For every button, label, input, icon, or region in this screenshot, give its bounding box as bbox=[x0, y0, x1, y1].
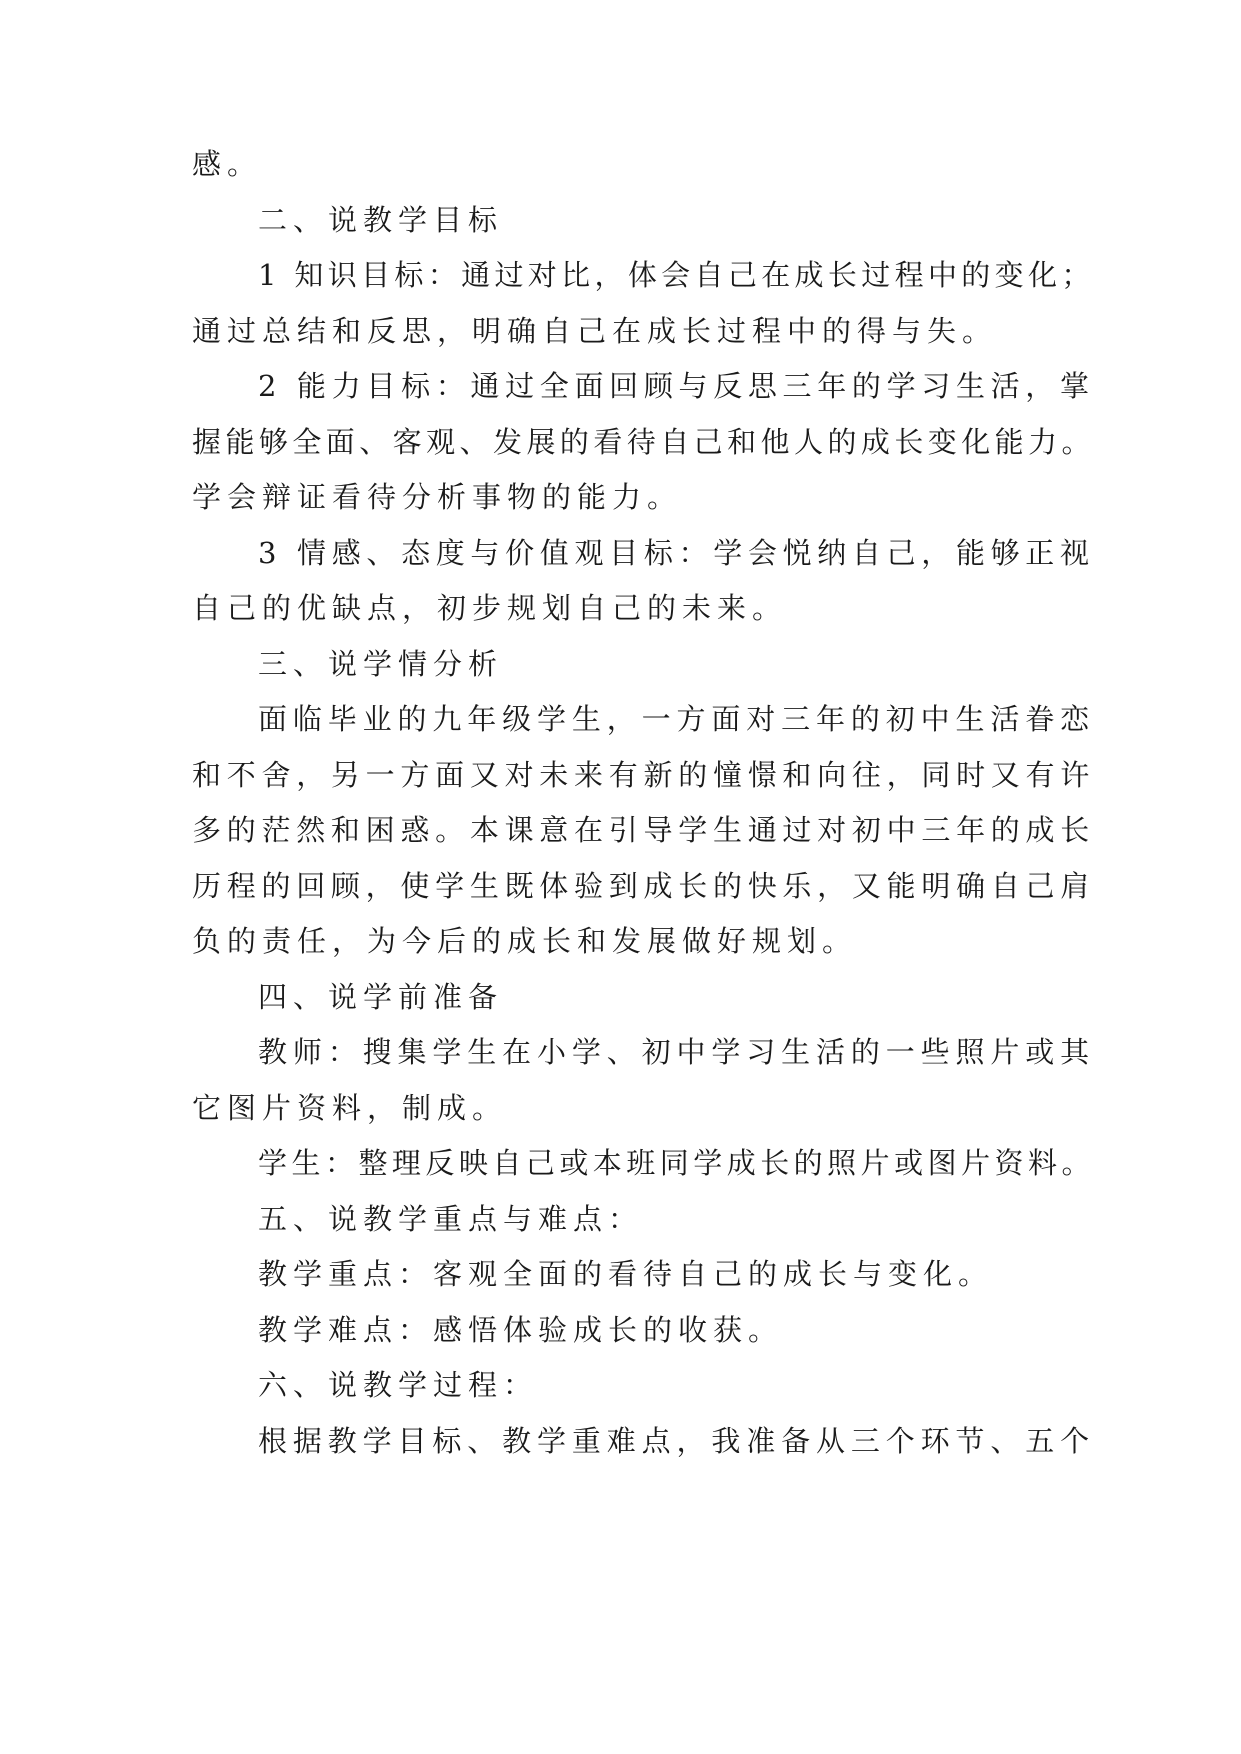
text-line-11: 面临毕业的九年级学生，一方面对三年的初中生活眷恋 bbox=[258, 702, 1096, 736]
section-heading-preparation: 四、说学前准备 bbox=[258, 980, 504, 1014]
text-line-18: 它图片资料，制成。 bbox=[192, 1091, 508, 1125]
text-line-1: 感。 bbox=[192, 147, 263, 181]
text-line-6: 握能够全面、客观、发展的看待自己和他人的成长变化能力。 bbox=[192, 425, 1096, 459]
text-line-9: 自己的优缺点，初步规划自己的未来。 bbox=[192, 591, 788, 625]
section-heading-key-points: 五、说教学重点与难点： bbox=[258, 1202, 644, 1236]
text-line-4: 通过总结和反思，明确自己在成长过程中的得与失。 bbox=[192, 314, 998, 348]
text-line-14: 历程的回顾，使学生既体验到成长的快乐，又能明确自己肩 bbox=[192, 869, 1096, 903]
text-line-22: 教学难点：感悟体验成长的收获。 bbox=[258, 1313, 784, 1347]
text-line-19: 学生：整理反映自己或本班同学成长的照片或图片资料。 bbox=[258, 1146, 1096, 1180]
text-line-12: 和不舍，另一方面又对未来有新的憧憬和向往，同时又有许 bbox=[192, 758, 1096, 792]
section-heading-learner-analysis: 三、说学情分析 bbox=[258, 647, 504, 681]
text-line-8: 3 情感、态度与价值观目标：学会悦纳自己，能够正视 bbox=[258, 536, 1095, 570]
text-line-21: 教学重点：客观全面的看待自己的成长与变化。 bbox=[258, 1257, 994, 1291]
text-line-15: 负的责任，为今后的成长和发展做好规划。 bbox=[192, 924, 858, 958]
text-line-24: 根据教学目标、教学重难点，我准备从三个环节、五个 bbox=[258, 1424, 1096, 1458]
section-heading-teaching-goals: 二、说教学目标 bbox=[258, 203, 504, 237]
text-line-7: 学会辩证看待分析事物的能力。 bbox=[192, 480, 683, 514]
text-line-17: 教师：搜集学生在小学、初中学习生活的一些照片或其 bbox=[258, 1035, 1096, 1069]
text-line-13: 多的茫然和困惑。本课意在引导学生通过对初中三年的成长 bbox=[192, 813, 1096, 847]
section-heading-teaching-process: 六、说教学过程： bbox=[258, 1368, 539, 1402]
text-line-3: 1 知识目标：通过对比，体会自己在成长过程中的变化； bbox=[258, 258, 1095, 292]
text-line-5: 2 能力目标：通过全面回顾与反思三年的学习生活，掌 bbox=[258, 369, 1095, 403]
